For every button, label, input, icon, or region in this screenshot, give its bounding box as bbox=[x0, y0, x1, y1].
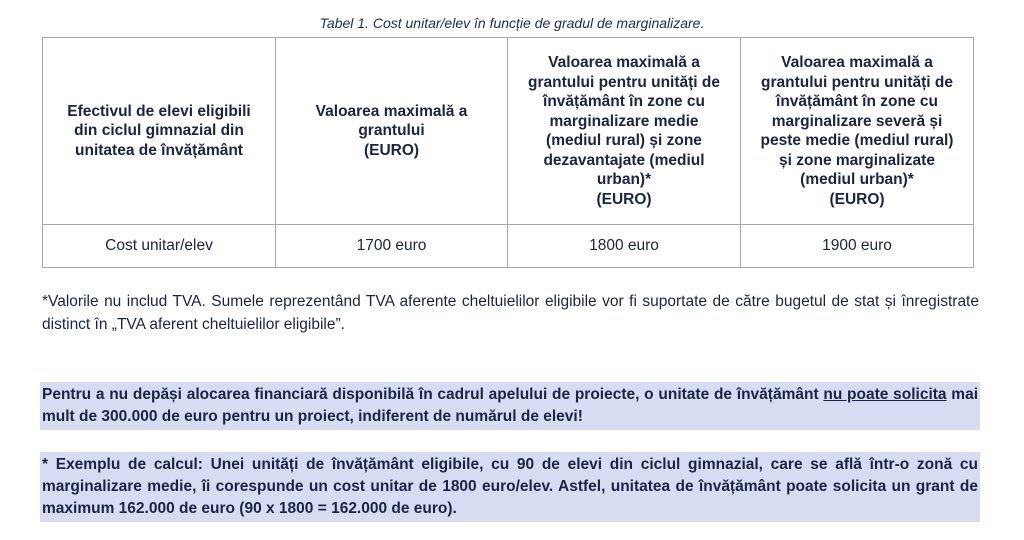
header-line: dezavantajate (mediul bbox=[543, 151, 705, 169]
header-max-grant bbox=[276, 38, 508, 225]
header-line: grantului pentru unități de bbox=[527, 73, 721, 91]
header-line: (EURO) bbox=[596, 190, 652, 208]
cost-table bbox=[42, 37, 974, 268]
header-line: Valoarea maximală a bbox=[315, 102, 468, 120]
caption-text: Cost unitar/elev în funcție de gradul de marginalizare. bbox=[372, 15, 705, 31]
header-line: (mediul urban)* bbox=[800, 171, 914, 188]
header-max-grant-medium-marginalization bbox=[508, 38, 741, 225]
table-row bbox=[43, 225, 974, 268]
calculation-example: * Exemplu de calcul: Unei unități de învățământ eligibile, cu 90 de elevi din ciclul gimnazial, care se află într-o zonă cu marginalizare medie, îi corespunde un cost unitar de 1800 euro/elev. Astfel, unitatea de învățământ poate solicita un grant de maximum 162.000 de euro (90 x 1800 = 162.000 de euro). bbox=[40, 452, 980, 522]
header-line: Valoarea maximală a bbox=[548, 54, 700, 71]
header-line: și zone marginalizate bbox=[779, 151, 935, 169]
header-line: învățământ în zone cu bbox=[776, 93, 938, 110]
funding-limit-notice bbox=[40, 382, 980, 430]
header-line: (mediul rural) și zone bbox=[546, 132, 702, 149]
header-line: urban)* bbox=[596, 171, 652, 188]
header-line: Efectivul de elevi eligibili bbox=[67, 102, 251, 120]
header-eligible-students bbox=[43, 38, 276, 225]
cell-value: 1800 euro bbox=[508, 225, 741, 268]
notice-text-end: mai mult de 300.000 de euro pentru un proiect, indiferent de numărul de elevi! bbox=[42, 386, 979, 425]
header-line: (EURO) bbox=[829, 190, 885, 208]
cell-value: 1700 euro bbox=[276, 225, 508, 268]
header-line: marginalizare severă și bbox=[771, 112, 943, 130]
header-line: (EURO) bbox=[363, 141, 420, 159]
header-line: grantului bbox=[358, 122, 425, 140]
header-line: Valoarea maximală a bbox=[781, 54, 933, 71]
vat-footnote: *Valorile nu includ TVA. Sumele reprezentând TVA aferente cheltuielilor eligibile vor fi suportate de către bugetul de stat și înregistrate distinct în „TVA aferent cheltuielilor eligibile”. bbox=[42, 293, 979, 333]
caption-label: Tabel 1. bbox=[319, 15, 369, 31]
header-max-grant-severe-marginalization bbox=[741, 38, 974, 225]
notice-text-start: Pentru a nu depăși alocarea financiară disponibilă în cadrul apelului de proiecte, o unitate de învățământ bbox=[42, 386, 824, 403]
header-line: din ciclul gimnazial din bbox=[74, 122, 244, 140]
table-caption bbox=[0, 15, 1024, 31]
header-line: grantului pentru unități de bbox=[760, 73, 954, 91]
notice-underlined-text: nu poate solicita bbox=[823, 386, 947, 403]
header-line: marginalizare medie bbox=[549, 112, 699, 130]
header-line: unitatea de învățământ bbox=[75, 141, 243, 159]
header-line: învățământ în zone cu bbox=[543, 93, 705, 110]
header-line: peste medie (mediul rural) bbox=[760, 132, 954, 149]
cell-value: 1900 euro bbox=[741, 225, 974, 268]
row-label: Cost unitar/elev bbox=[43, 225, 276, 268]
table-header-row bbox=[43, 38, 974, 225]
